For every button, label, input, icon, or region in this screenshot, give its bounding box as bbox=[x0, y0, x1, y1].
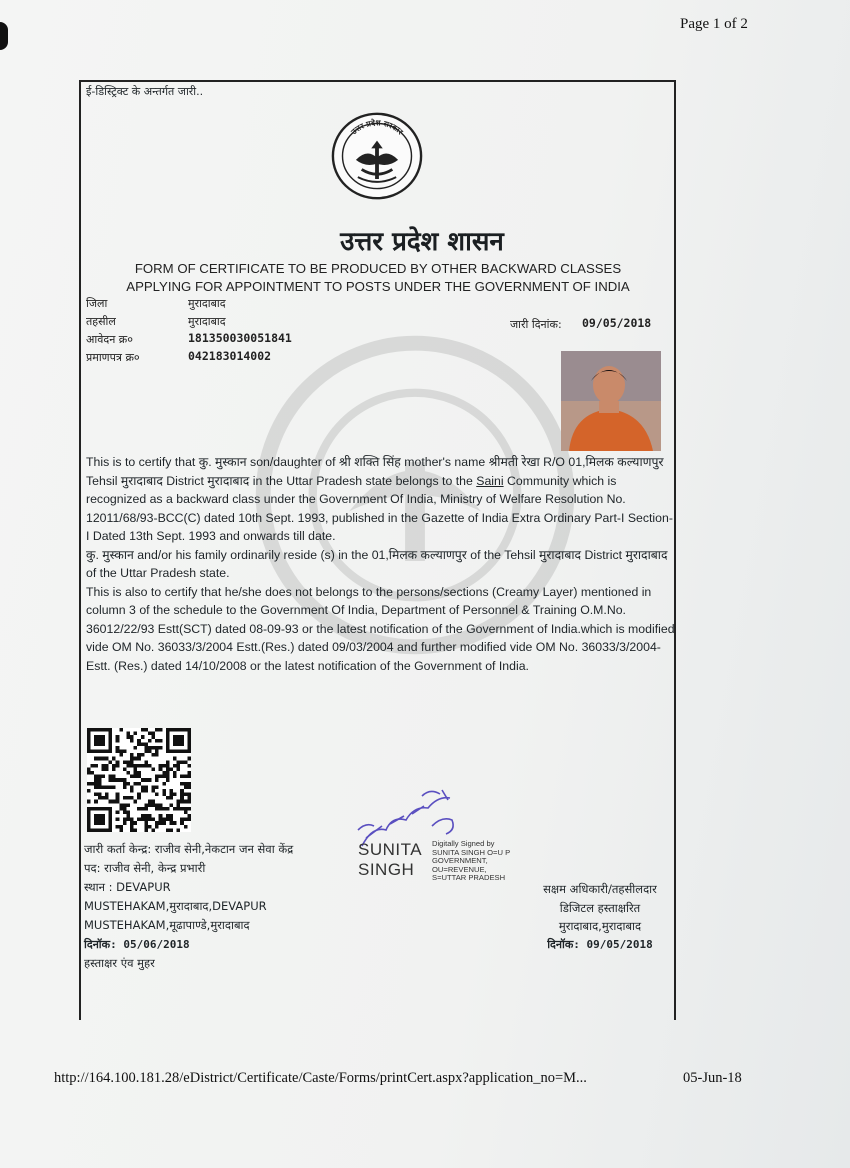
application-label: आवेदन क्र० bbox=[86, 333, 133, 346]
certificate-number: 042183014002 bbox=[188, 349, 272, 363]
footer-date: 05-Jun-18 bbox=[683, 1070, 742, 1086]
certificate-body bbox=[86, 453, 676, 675]
authority-digital: डिजिटल हस्ताक्षरित bbox=[559, 900, 641, 915]
tehsil-label: तहसील bbox=[86, 315, 116, 328]
application-number: 181350030051841 bbox=[188, 331, 292, 345]
up-government-emblem-icon bbox=[329, 110, 425, 202]
issuer-place: स्थान : DEVAPUR bbox=[84, 880, 171, 894]
tehsil-value: मुरादाबाद bbox=[188, 315, 226, 328]
form-title-line2: APPLYING FOR APPOINTMENT TO POSTS UNDER THE GOVERNMENT OF INDIA bbox=[126, 279, 630, 294]
issuer-center: जारी कर्ता केन्द्र: राजीव सेनी,नेकटान जन सेवा केंद्र bbox=[84, 842, 294, 856]
authority-date: दिनॉक: 09/05/2018 bbox=[547, 937, 653, 951]
emblem-text: उत्तर प्रदेश सरकार bbox=[349, 118, 405, 137]
edistrict-note: ई-डिस्ट्रिक्ट के अन्तर्गत जारी.. bbox=[86, 85, 204, 98]
issuer-post: पद: राजीव सेनी, केन्द्र प्रभारी bbox=[84, 861, 206, 875]
issuer-block bbox=[84, 840, 293, 973]
district-value: मुरादाबाद bbox=[188, 297, 226, 310]
authority-place: मुरादाबाद,मुरादाबाद bbox=[558, 919, 642, 933]
issuer-sign-label: हस्ताक्षर एंव मुहर bbox=[84, 956, 155, 970]
certificate-paragraph-2: कु. मुस्कान and/or his family ordinarily reside (s) in the 01,मिलक कल्याणपुर of the Tehsil मुरादाबाद District मुरादाबाद of the Uttar Pradesh state. bbox=[86, 547, 668, 580]
punch-mark bbox=[0, 22, 8, 50]
issuer-date: दिनॉक: 05/06/2018 bbox=[84, 938, 190, 951]
community-name: Saini bbox=[476, 473, 504, 488]
applicant-photo bbox=[561, 351, 661, 451]
certificate-paragraph-3: This is also to certify that he/she does not belongs to the persons/sections (Creamy Layer) mentioned in column 3 of the schedule to the Government Of India, Department of Personnel & Training O.M.No. 36012/22/93 Estt(SCT) dated 08-09-93 or the latest notification of the Government of India.which is modified vide OM No. 36033/3/2004 Estt.(Res.) dated 09/03/2004 and further modified vide OM No. 36033/3/2004-Estt. (Res.) dated 14/10/2008 or the latest notification of the Government of India. bbox=[86, 584, 675, 673]
digital-signature-info: Digitally Signed by SUNITA SINGH O=U P GOVERNMENT, OU=REVENUE, S=UTTAR PRADESH bbox=[432, 839, 511, 883]
government-title: उत्तर प्रदेश शासन bbox=[340, 227, 504, 257]
footer-url: http://164.100.181.28/eDistrict/Certificate/Caste/Forms/printCert.aspx?application_no=M... bbox=[54, 1070, 587, 1086]
authority-title: सक्षम अधिकारी/तहसीलदार bbox=[543, 882, 657, 896]
authority-block bbox=[520, 880, 680, 954]
form-title-line1: FORM OF CERTIFICATE TO BE PRODUCED BY OTHER BACKWARD CLASSES bbox=[134, 261, 622, 276]
issuer-address-1: MUSTEHAKAM,मुरादाबाद,DEVAPUR bbox=[84, 899, 267, 913]
qr-code-icon bbox=[87, 728, 191, 832]
certificate-label: प्रमाणपत्र क्र० bbox=[86, 351, 140, 364]
certificate-paragraph-1: This is to certify that कु. मुस्कान son/daughter of श्री शक्ति सिंह mother's name श्रीमती रेखा R/O 01,मिलक कल्याणपुर Tehsil मुरादाबाद District मुरादाबाद in the Uttar Pradesh state belongs to the Saini Community which is recognized as a backward class under the Government Of India, Ministry of Welfare Resolution No. 12011/68/93-BCC(C) dated 10th Sept. 1993, published in the Gazette of India Extra Ordinary Part-I Section-I Dated 13th Sept. 1993 and onwards till date. bbox=[86, 455, 673, 543]
issue-date-value: 09/05/2018 bbox=[582, 316, 652, 330]
page-number: Page 1 of 2 bbox=[680, 16, 748, 32]
district-label: जिला bbox=[86, 297, 108, 310]
digital-signer-name: SUNITA SINGH bbox=[358, 840, 423, 879]
issue-date-label: जारी दिनांक: bbox=[510, 318, 562, 331]
issuer-address-2: MUSTEHAKAM,मूढापाण्डे,मुरादाबाद bbox=[84, 918, 250, 932]
